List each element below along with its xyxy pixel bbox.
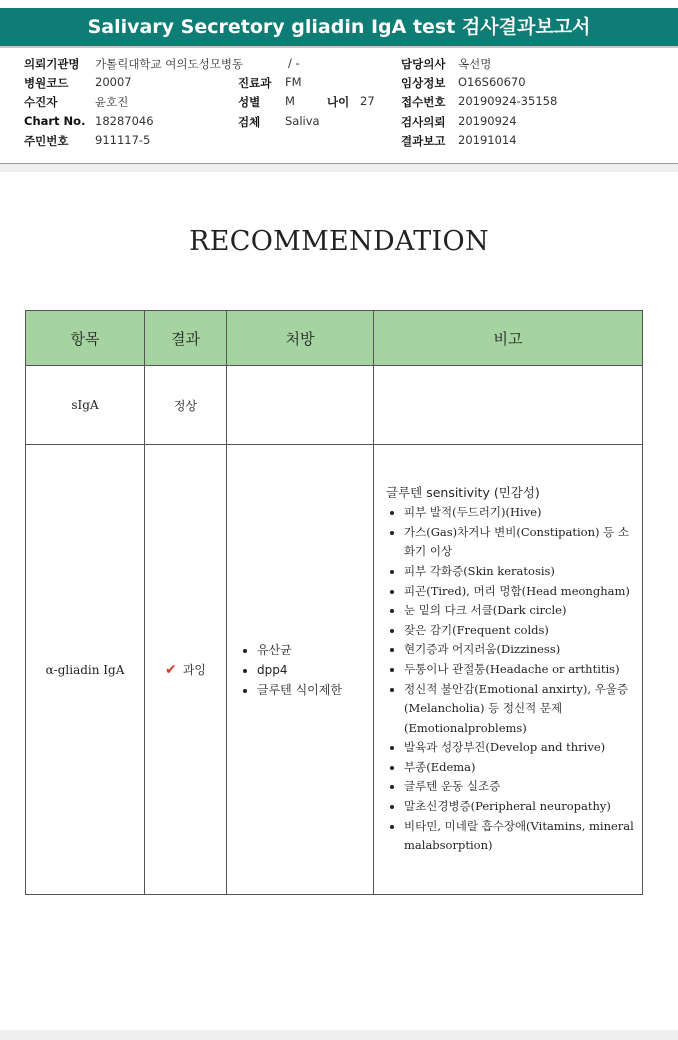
chart-label: Chart No.: [24, 114, 86, 128]
row1-prescription: [227, 366, 374, 445]
age-label: 나이: [327, 95, 350, 109]
table-row: [26, 366, 643, 445]
page-gap-band: [0, 164, 678, 172]
list-item: • 피부 각화증(Skin keratosis): [404, 562, 634, 582]
list-item: • 눈 밑의 다크 서클(Dark circle): [404, 601, 634, 621]
doctor-label: 담당의사: [401, 57, 446, 71]
symptom-list: [404, 503, 634, 856]
list-item: • 부종(Edema): [404, 758, 634, 778]
chart-value: 18287046: [95, 114, 154, 128]
row2-notes-cell: [374, 445, 643, 895]
prescription-list: [257, 640, 373, 700]
recommendation-table: [25, 310, 643, 895]
row2-item: α-gliadin IgA: [26, 445, 145, 895]
list-item: • dpp4: [257, 660, 373, 680]
header-result: 결과: [145, 311, 227, 366]
request-label: 검사의뢰: [401, 115, 446, 129]
patient-value: 윤호진: [95, 95, 129, 109]
header-item: 항목: [26, 311, 145, 366]
info-row-4: [0, 114, 678, 132]
hospital-code-value: 20007: [95, 75, 132, 89]
list-item: • 비타민, 미네랄 흡수장애(Vitamins, mineral malabsorption): [404, 817, 634, 856]
notes-heading: 글루텐 sensitivity (민감성): [386, 485, 540, 501]
header-notes: 비고: [374, 311, 643, 366]
row1-result: 정상: [145, 366, 227, 445]
receipt-label: 접수번호: [401, 95, 446, 109]
list-item: • 말초신경병증(Peripheral neuropathy): [404, 797, 634, 817]
recommendation-title: RECOMMENDATION: [189, 226, 489, 257]
report-label: 결과보고: [401, 134, 446, 148]
info-row-1: [0, 56, 678, 74]
list-item: • 피곤(Tired), 머리 멍함(Head meongham): [404, 582, 634, 602]
age-value: 27: [360, 94, 375, 108]
list-item: • 잦은 감기(Frequent colds): [404, 621, 634, 641]
patient-label: 수진자: [24, 95, 58, 109]
receipt-value: 20190924-35158: [458, 94, 558, 108]
list-item: • 두통이나 관절통(Headache or arthtitis): [404, 660, 634, 680]
list-item: • 가스(Gas)차거나 변비(Constipation) 등 소화기 이상: [404, 523, 634, 562]
page-bottom-band: [0, 1030, 678, 1040]
check-icon: ✔: [165, 662, 177, 678]
list-item: • 유산균: [257, 640, 373, 660]
list-item: • 발육과 성장부진(Develop and thrive): [404, 738, 634, 758]
row1-item: sIgA: [26, 366, 145, 445]
row2-prescription-cell: [227, 445, 374, 895]
clinical-value: O16S60670: [458, 75, 526, 89]
hospital-code-label: 병원코드: [24, 76, 69, 90]
list-item: • 정신적 불안감(Emotional anxirty), 우울증(Melancholia) 등 정신적 문제(Emotionalproblems): [404, 680, 634, 739]
id-value: 911117-5: [95, 133, 151, 147]
doctor-value: 옥선명: [458, 57, 492, 71]
sex-value: M: [285, 94, 295, 108]
list-item: • 현기증과 어지러움(Dizziness): [404, 640, 634, 660]
dept-label: 진료과: [238, 76, 272, 90]
header-prescription: 처방: [227, 311, 374, 366]
list-item: • 피부 발적(두드러기)(Hive): [404, 503, 634, 523]
patient-info-block: [0, 52, 678, 162]
list-item: • 글루텐 운동 실조증: [404, 777, 634, 797]
sex-label: 성별: [238, 95, 261, 109]
row1-notes: [374, 366, 643, 445]
title-divider: [0, 46, 678, 48]
info-row-3: [0, 94, 678, 112]
request-value: 20190924: [458, 114, 517, 128]
id-label: 주민번호: [24, 134, 69, 148]
report-title: Salivary Secretory gliadin IgA test 검사결과보고서: [0, 8, 678, 46]
institution-value: 가톨릭대학교 여의도성모병동: [95, 57, 244, 71]
row2-result: 과잉: [182, 663, 206, 677]
table-header-row: [26, 311, 643, 366]
dept-value: FM: [285, 75, 302, 89]
info-row-5: [0, 133, 678, 151]
row2-result-cell: [145, 445, 227, 895]
ward-value: / -: [288, 56, 300, 70]
table-row: [26, 445, 643, 895]
institution-label: 의뢰기관명: [24, 57, 80, 71]
list-item: • 글루텐 식이제한: [257, 680, 373, 700]
specimen-label: 검체: [238, 115, 261, 129]
info-row-2: [0, 75, 678, 93]
clinical-label: 임상정보: [401, 76, 446, 90]
top-edge: [0, 0, 678, 8]
specimen-value: Saliva: [285, 114, 320, 128]
report-value: 20191014: [458, 133, 517, 147]
